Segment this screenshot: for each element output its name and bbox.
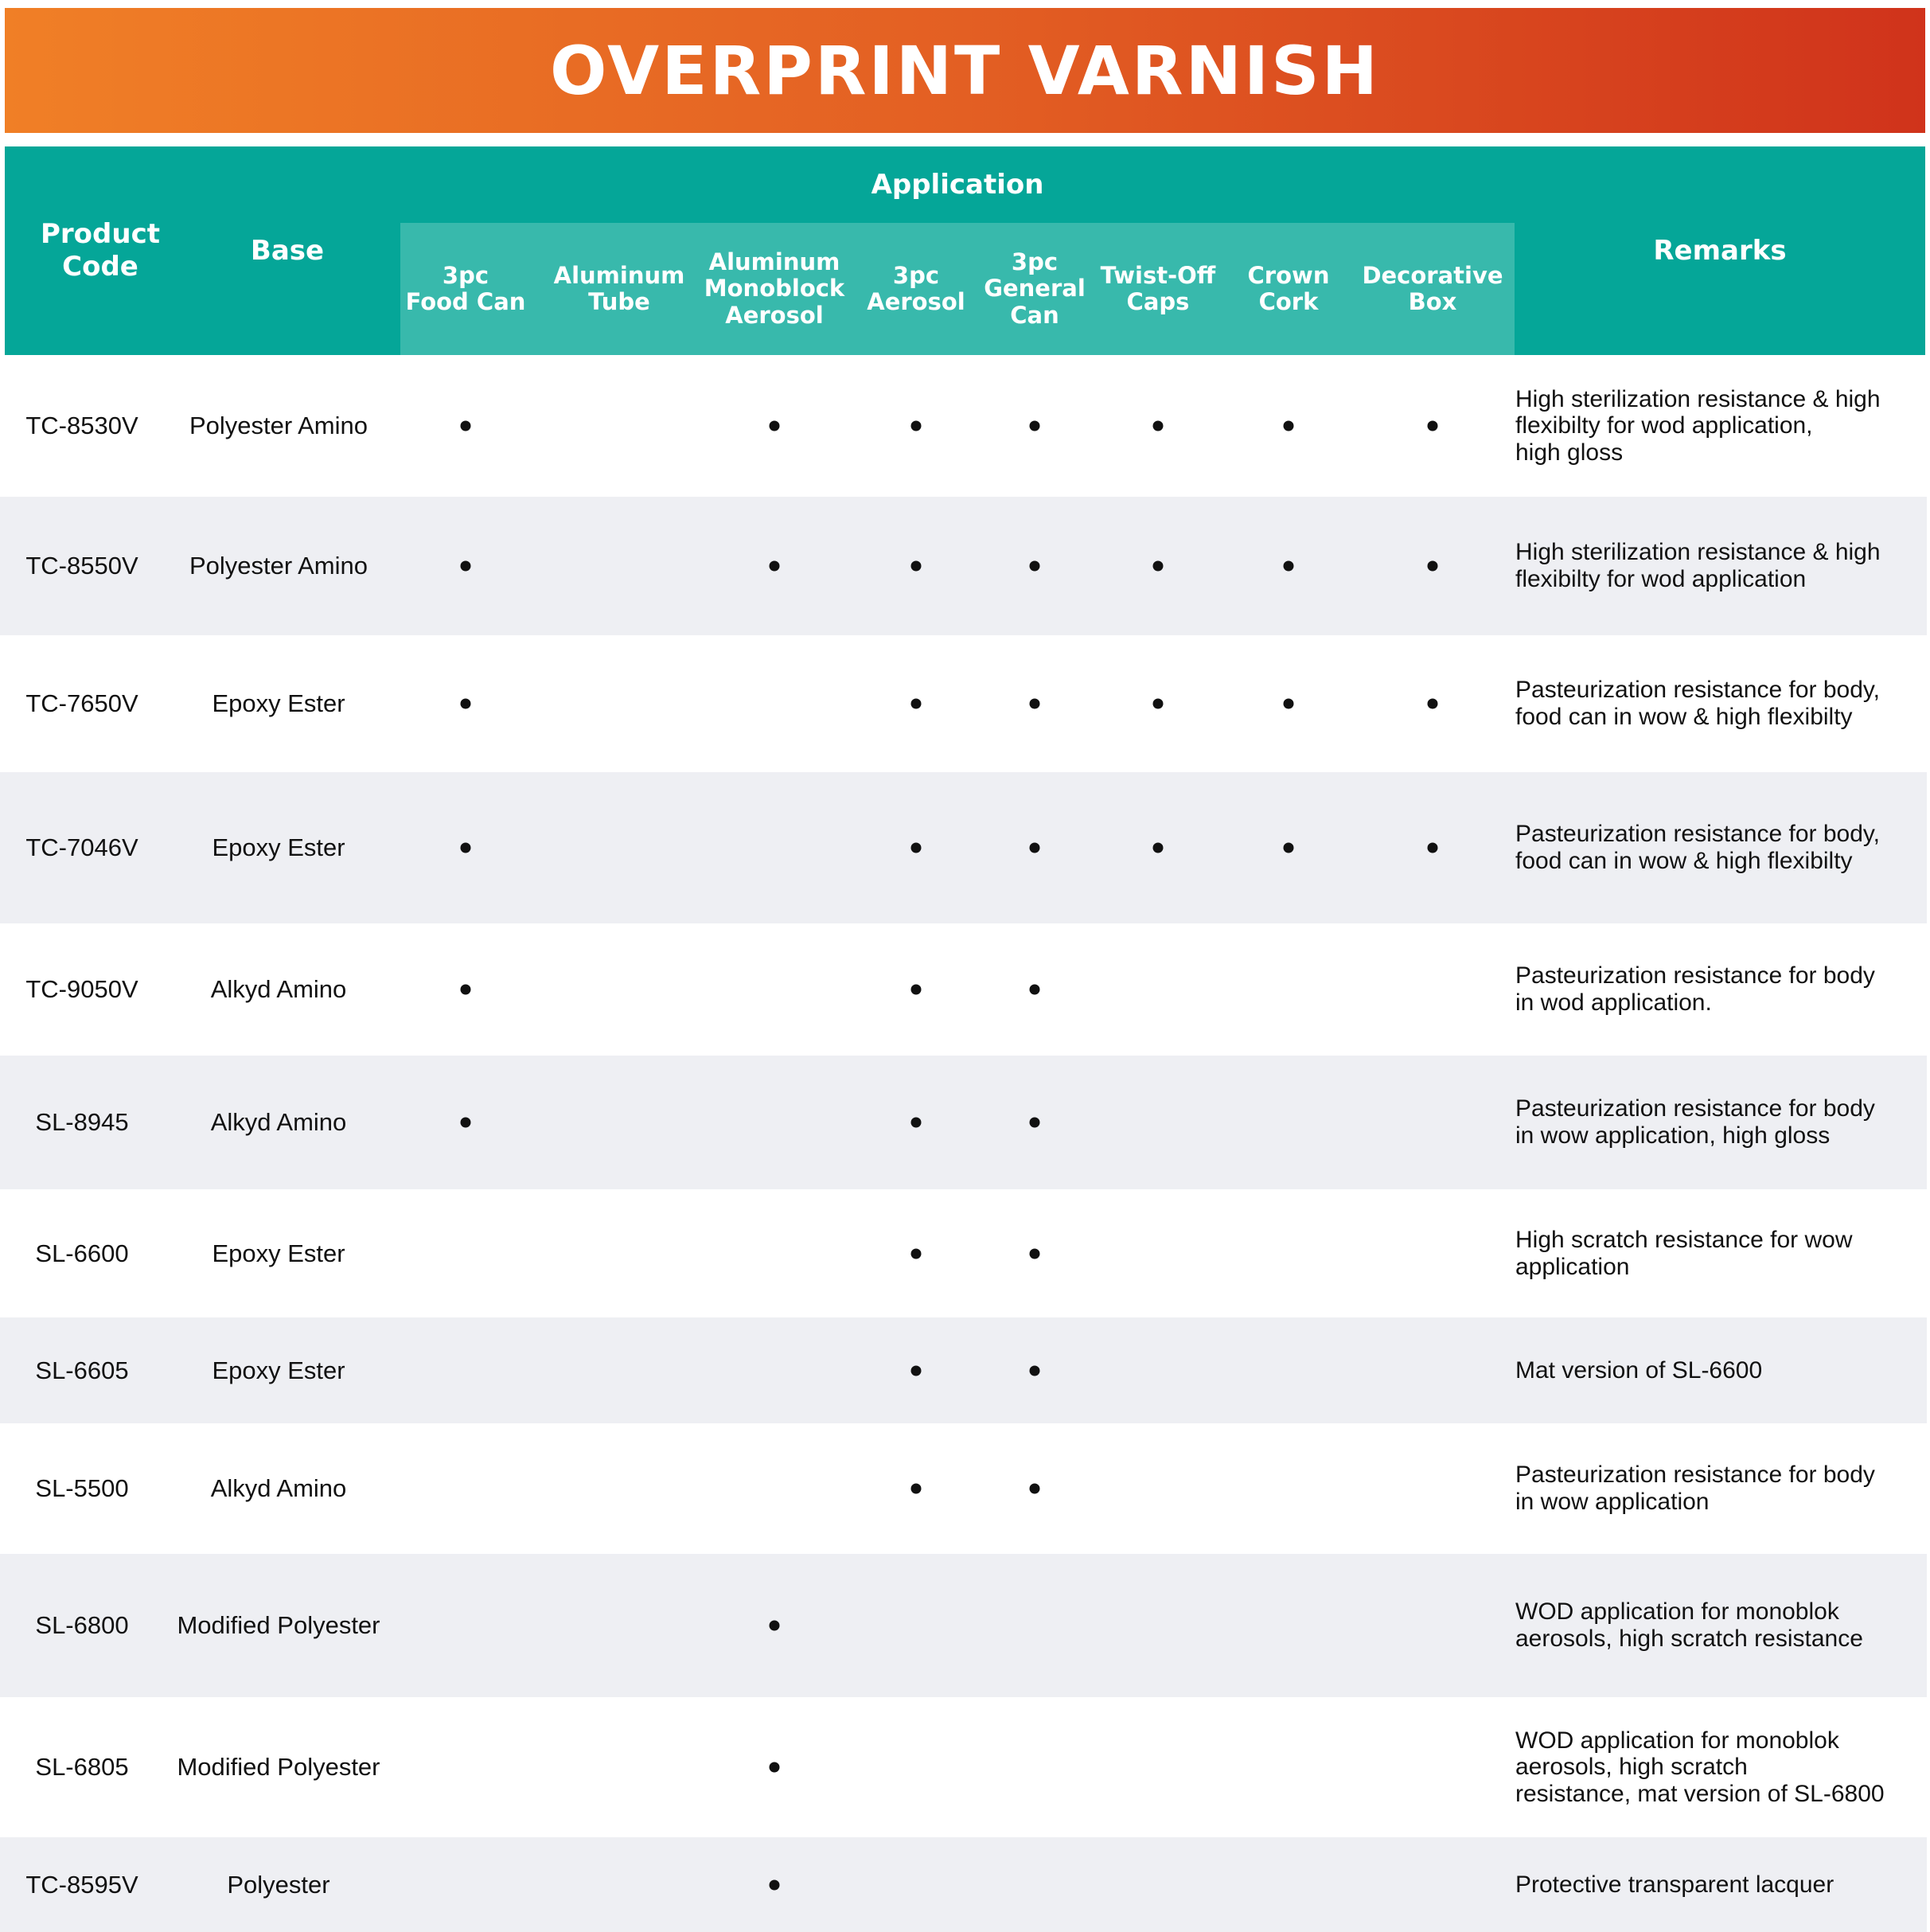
table-row (0, 923, 1927, 1056)
remarks-cell: High sterilization resistance & high flexibilty for wod application (1515, 539, 1881, 592)
base-cell: Epoxy Ester (212, 1239, 345, 1267)
application-dot (1030, 1484, 1040, 1494)
table-row (0, 1056, 1927, 1189)
table-row (0, 1837, 1927, 1932)
table-row (0, 1189, 1927, 1317)
application-dot (461, 699, 471, 709)
product-code-cell: TC-8595V (25, 1870, 138, 1899)
table-row (0, 635, 1927, 772)
header-base: Base (250, 234, 325, 267)
application-dot (1030, 1365, 1040, 1376)
base-cell: Epoxy Ester (212, 689, 345, 717)
remarks-cell: Pasteurization resistance for body, food can in wow & high flexibilty (1515, 821, 1881, 874)
remarks-cell: Pasteurization resistance for body in wow application (1515, 1462, 1875, 1515)
remarks-cell: High scratch resistance for wow application (1515, 1226, 1853, 1280)
base-cell: Epoxy Ester (212, 833, 345, 861)
application-dot (1428, 561, 1438, 572)
table-row (0, 1423, 1927, 1554)
table-row (0, 497, 1927, 635)
application-dot (1030, 699, 1040, 709)
remarks-cell: Pasteurization resistance for body in wow application, high gloss (1515, 1095, 1875, 1149)
remarks-cell: Protective transparent lacquer (1515, 1871, 1834, 1898)
application-dot (1428, 421, 1438, 431)
remarks-cell: WOD application for monoblok aerosols, high scratch resistance, mat version of SL-6800 (1515, 1727, 1885, 1807)
header-app-col-3: Aluminum Monoblock Aerosol (704, 248, 845, 329)
title-banner (5, 8, 1925, 133)
application-dot (461, 843, 471, 853)
remarks-cell: High sterilization resistance & high flexibilty for wod application, high gloss (1515, 385, 1881, 466)
application-dot (1153, 699, 1164, 709)
header-app-col-6: Twist-Off Caps (1100, 261, 1216, 315)
application-dot (1284, 561, 1294, 572)
remarks-cell: WOD application for monoblok aerosols, high scratch resistance (1515, 1598, 1863, 1652)
base-cell: Epoxy Ester (212, 1356, 345, 1384)
product-code-cell: SL-5500 (35, 1474, 129, 1502)
product-code-cell: SL-6600 (35, 1239, 129, 1267)
base-cell: Alkyd Amino (210, 1108, 347, 1136)
base-cell: Modified Polyester (177, 1611, 380, 1639)
application-dot (1030, 421, 1040, 431)
header-product-base (5, 146, 400, 355)
header-remarks: Remarks (1515, 146, 1925, 355)
application-dot (1284, 699, 1294, 709)
table-row (0, 1697, 1927, 1837)
product-code-cell: SL-6605 (35, 1356, 129, 1384)
application-subheader-row (400, 223, 1515, 355)
product-code-cell: SL-8945 (35, 1108, 129, 1136)
page-title: OVERPRINT VARNISH (550, 31, 1380, 110)
base-cell: Modified Polyester (177, 1753, 380, 1781)
application-dot (911, 1484, 922, 1494)
product-code-cell: TC-7046V (25, 833, 138, 861)
table-row (0, 355, 1927, 497)
base-cell: Alkyd Amino (210, 975, 347, 1003)
application-dot (1428, 843, 1438, 853)
application-dot (1030, 1248, 1040, 1259)
application-dot (770, 421, 780, 431)
product-code-cell: TC-8550V (25, 552, 138, 580)
remarks-cell: Pasteurization resistance for body, food can in wow & high flexibilty (1515, 677, 1881, 730)
application-dot (770, 1621, 780, 1631)
application-dot (770, 1762, 780, 1773)
base-cell: Polyester Amino (189, 552, 368, 580)
application-dot (911, 421, 922, 431)
application-dot (911, 1248, 922, 1259)
table-row (0, 1317, 1927, 1423)
base-cell: Alkyd Amino (210, 1474, 347, 1502)
application-dot (1153, 843, 1164, 853)
application-dot (1030, 985, 1040, 995)
product-code-cell: TC-8530V (25, 412, 138, 439)
header-app-col-2: Aluminum Tube (553, 261, 685, 315)
table-row (0, 1554, 1927, 1697)
application-dot (911, 561, 922, 572)
application-dot (911, 1365, 922, 1376)
application-dot (911, 1118, 922, 1128)
application-dot (1030, 843, 1040, 853)
header-application: Application (400, 146, 1515, 223)
base-cell: Polyester Amino (189, 412, 368, 439)
application-dot (1428, 699, 1438, 709)
application-dot (911, 843, 922, 853)
product-code-cell: TC-9050V (25, 975, 138, 1003)
application-dot (461, 421, 471, 431)
product-code-cell: SL-6805 (35, 1753, 129, 1781)
application-dot (911, 985, 922, 995)
application-dot (461, 1118, 471, 1128)
application-dot (770, 1879, 780, 1890)
header-product-code: Product Code (41, 218, 160, 283)
header-app-col-4: 3pc Aerosol (867, 261, 965, 315)
header-app-col-1: 3pc Food Can (405, 261, 526, 315)
application-dot (1284, 421, 1294, 431)
application-dot (770, 561, 780, 572)
header-app-col-5: 3pc General Can (984, 248, 1086, 329)
application-dot (1030, 561, 1040, 572)
application-dot (1284, 843, 1294, 853)
header-app-col-8: Decorative Box (1362, 261, 1503, 315)
header-app-col-7: Crown Cork (1247, 261, 1330, 315)
application-dot (911, 699, 922, 709)
application-dot (461, 561, 471, 572)
remarks-cell: Mat version of SL-6600 (1515, 1356, 1763, 1384)
table-row (0, 772, 1927, 923)
application-dot (1030, 1118, 1040, 1128)
product-code-cell: SL-6800 (35, 1611, 129, 1639)
base-cell: Polyester (227, 1870, 330, 1899)
application-dot (1153, 561, 1164, 572)
product-code-cell: TC-7650V (25, 689, 138, 717)
application-dot (461, 985, 471, 995)
application-dot (1153, 421, 1164, 431)
remarks-cell: Pasteurization resistance for body in wod application. (1515, 962, 1875, 1016)
